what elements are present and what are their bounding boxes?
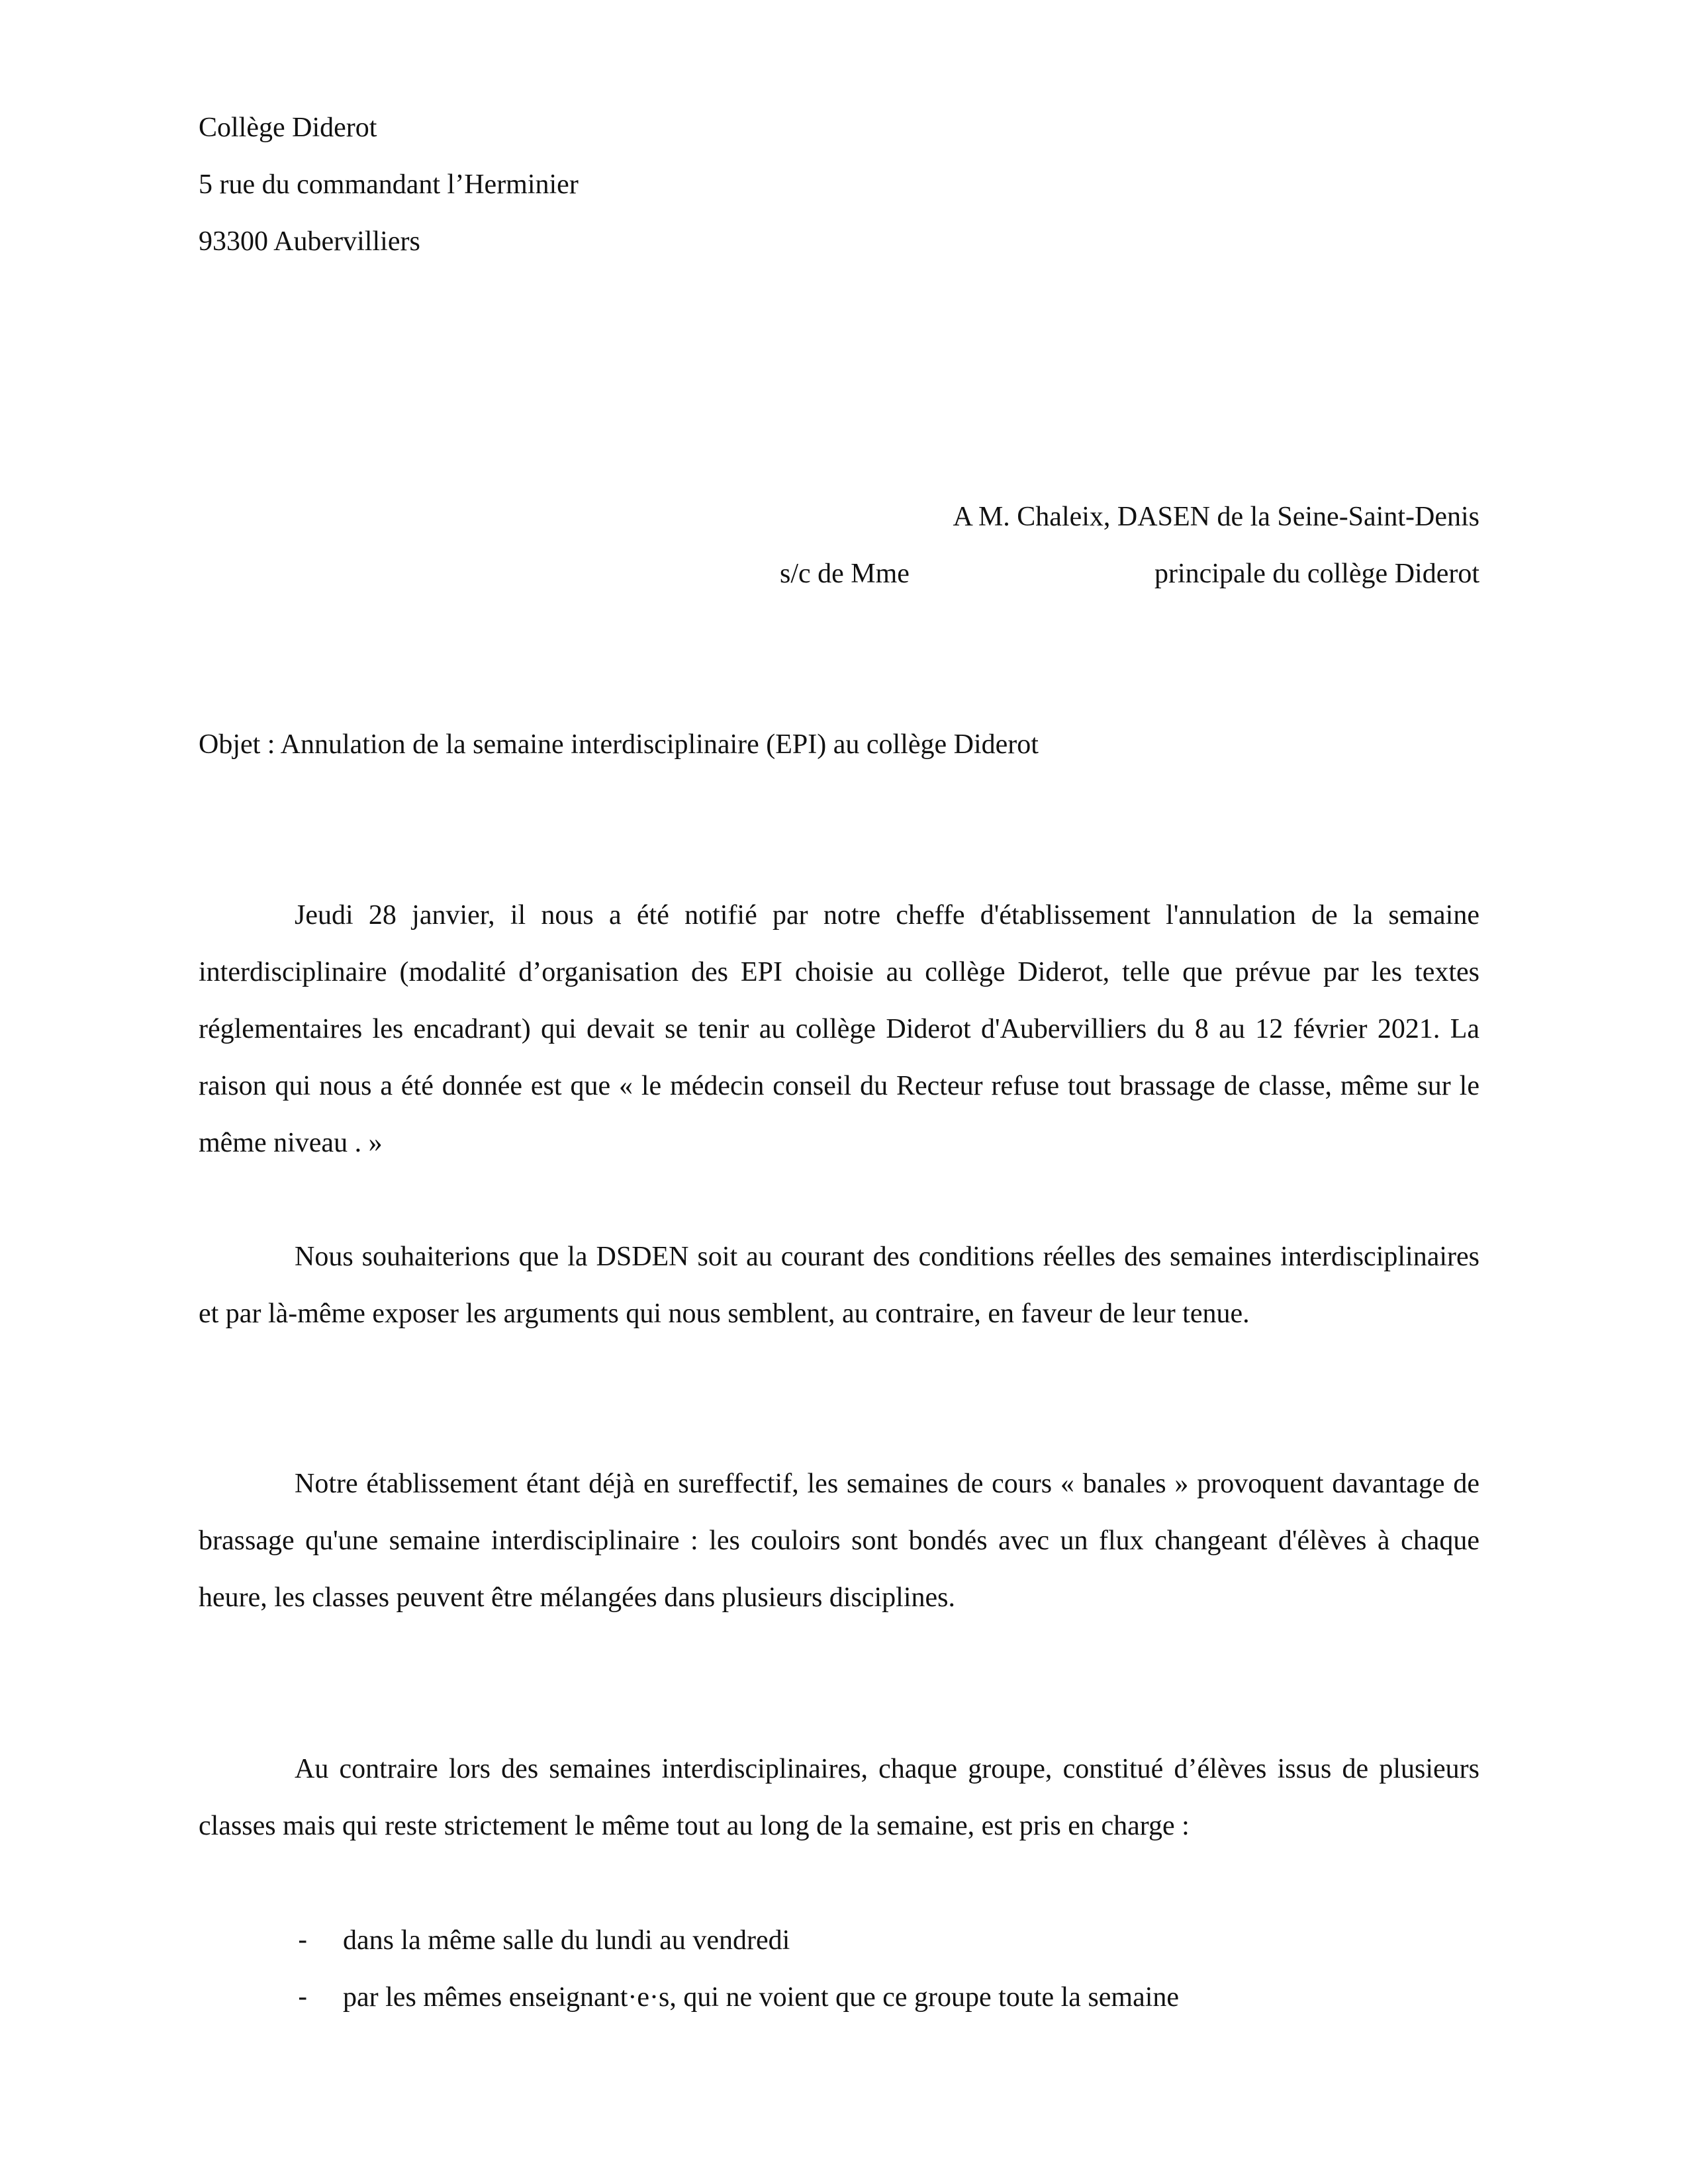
recipient-address xyxy=(199,488,1479,602)
list-item xyxy=(199,1912,1479,1969)
recipient-sc-line xyxy=(199,545,1479,602)
sender-address xyxy=(199,99,579,270)
dash-bullet: - xyxy=(298,1925,308,1956)
body-paragraph: Au contraire lors des semaines interdisciplinaires, chaque groupe, constitué d’élèves issus de plusieurs classes mais qui reste strictement le même tout au long de la semaine, est pris en charge : xyxy=(199,1754,1479,1841)
sender-street: 5 rue du commandant l’Herminier xyxy=(199,169,579,200)
sender-city: 93300 Aubervilliers xyxy=(199,226,420,257)
sender-name: Collège Diderot xyxy=(199,113,377,143)
bullet-list xyxy=(199,1912,1479,2026)
body-paragraph: Nous souhaiterions que la DSDEN soit au courant des conditions réelles des semaines interdisciplinaires et par là-même exposer les arguments qui nous semblent, au contraire, en faveur de leur tenue. xyxy=(199,1242,1479,1329)
list-item xyxy=(199,1969,1479,2026)
list-item-text: dans la même salle du lundi au vendredi xyxy=(343,1925,790,1956)
body-paragraph: Jeudi 28 janvier, il nous a été notifié par notre cheffe d'établissement l'annulation de la semaine interdisciplinaire (modalité d’organisation des EPI choisie au collège Diderot, telle que prévue par les textes réglementaires les encadrant) qui devait se tenir au collège Diderot d'Aubervilliers du 8 au 12 février 2021. La raison qui nous a été donnée est que « le médecin conseil du Recteur refuse tout brassage de classe, même sur le même niveau . » xyxy=(199,900,1479,1158)
recipient-principal: principale du collège Diderot xyxy=(1154,559,1479,589)
dash-bullet: - xyxy=(298,1982,308,2013)
recipient-line: A M. Chaleix, DASEN de la Seine-Saint-Denis xyxy=(953,502,1479,532)
list-item-text: par les mêmes enseignant·e·s, qui ne voient que ce groupe toute la semaine xyxy=(343,1982,1180,2013)
recipient-sc: s/c de Mme xyxy=(780,559,910,589)
body-paragraph: Notre établissement étant déjà en sureffectif, les semaines de cours « banales » provoquent davantage de brassage qu'une semaine interdisciplinaire : les couloirs sont bondés avec un flux changeant d'élèves à chaque heure, les classes peuvent être mélangées dans plusieurs disciplines. xyxy=(199,1469,1479,1613)
letter-subject: Objet : Annulation de la semaine interdisciplinaire (EPI) au collège Diderot xyxy=(199,729,1039,760)
